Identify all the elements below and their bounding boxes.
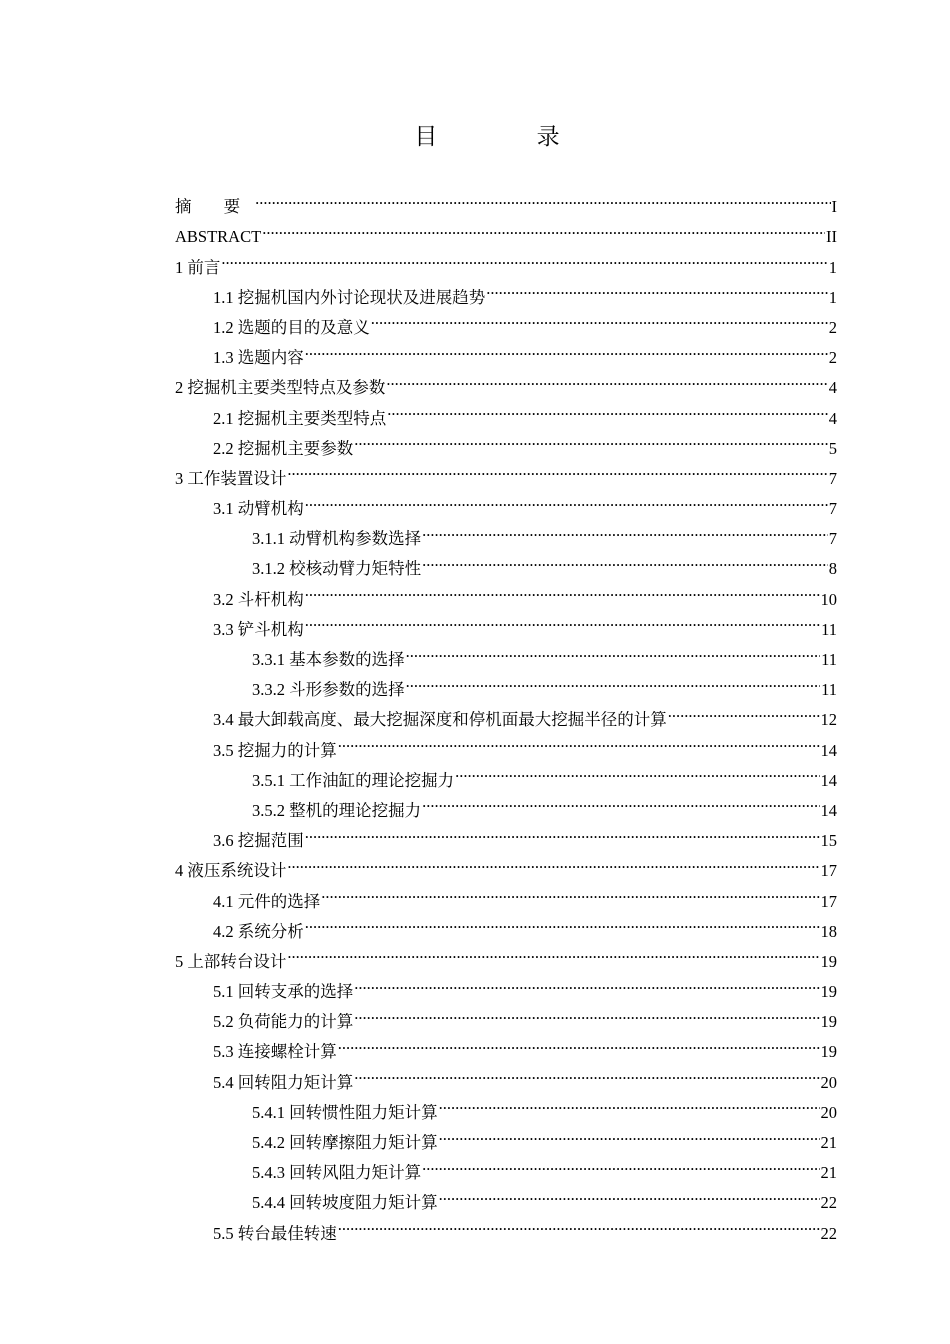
toc-dot-leader (406, 635, 820, 665)
toc-entry-label: 3.1.2 校核动臂力矩特性 (252, 559, 422, 579)
toc-entry-label: 3.6 挖掘范围 (213, 831, 304, 851)
table-of-contents (175, 182, 837, 1243)
toc-entry-label: 4.2 系统分析 (213, 921, 304, 941)
toc-entry-label: 5.2 负荷能力的计算 (213, 1012, 354, 1032)
toc-entry-label: 3.5.1 工作油缸的理论挖掘力 (252, 770, 455, 790)
page-title: 目 录 (414, 124, 606, 150)
toc-entry-page-number: I (831, 197, 837, 217)
toc-entry-page-number: 11 (821, 650, 837, 669)
toc-entry-label: 3.5 挖掘力的计算 (213, 740, 337, 760)
toc-dot-leader (422, 544, 828, 574)
toc-entry-label: ABSTRACT (175, 227, 262, 247)
toc-entry-page-number: 7 (828, 499, 837, 519)
toc-dot-leader (422, 786, 819, 816)
toc-entry-page-number: 2 (828, 348, 837, 368)
toc-dot-leader (338, 725, 820, 755)
toc-dot-leader (386, 363, 827, 393)
toc-dot-leader (668, 695, 820, 725)
toc-entry-label: 3.2 斗杆机构 (213, 589, 304, 609)
toc-entry-label: 摘 要 (175, 197, 255, 217)
toc-dot-leader (305, 574, 820, 604)
toc-entry-label: 2 挖掘机主要类型特点及参数 (175, 378, 386, 398)
toc-dot-leader (455, 756, 819, 786)
toc-entry-label: 3.3.2 斗形参数的选择 (252, 680, 405, 700)
toc-entry-page-number: 20 (820, 1072, 837, 1092)
toc-entry-page-number: 19 (820, 1042, 837, 1062)
toc-entry-page-number: 19 (820, 1012, 837, 1032)
toc-entry-page-number: 15 (820, 831, 837, 851)
toc-entry-page-number: 4 (828, 378, 837, 398)
toc-dot-leader (305, 605, 820, 635)
toc-entry-label: 5.4.1 回转惯性阻力矩计算 (252, 1102, 438, 1122)
toc-entry-page-number: 11 (821, 680, 837, 700)
toc-entry-label: 5.4 回转阻力矩计算 (213, 1072, 354, 1092)
toc-entry-page-number: 12 (820, 710, 837, 730)
toc-entry-page-number: 1 (828, 257, 837, 277)
toc-entry-label: 4 液压系统设计 (175, 861, 287, 881)
toc-dot-leader (305, 333, 828, 363)
toc-dot-leader (439, 1118, 820, 1148)
toc-entry-label: 3.4 最大卸载高度、最大挖掘深度和停机面最大挖掘半径的计算 (213, 710, 667, 730)
toc-dot-leader (338, 1027, 820, 1057)
toc-dot-leader (305, 816, 820, 846)
toc-entry-label: 3.5.2 整机的理论挖掘力 (252, 800, 422, 820)
toc-entry-page-number: 14 (820, 770, 837, 790)
toc-entry-page-number: 2 (828, 317, 837, 337)
toc-entry-label: 5.4.3 回转风阻力矩计算 (252, 1163, 422, 1183)
toc-entry-page-number: 18 (820, 921, 837, 941)
toc-entry-page-number: 5 (828, 438, 837, 458)
toc-entry-label: 4.1 元件的选择 (213, 891, 321, 911)
toc-entry-label: 3 工作装置设计 (175, 468, 287, 488)
toc-entry-page-number: 14 (820, 800, 837, 820)
toc-entry-page-number: 21 (820, 1133, 837, 1152)
toc-entry-page-number: 14 (820, 740, 837, 760)
toc-entry-page-number: 19 (820, 951, 837, 971)
toc-dot-leader (422, 514, 828, 544)
toc-entry-label: 3.1.1 动臂机构参数选择 (252, 529, 422, 549)
toc-entry-label: 5.1 回转支承的选择 (213, 982, 354, 1002)
toc-entry-page-number: 7 (828, 529, 837, 549)
toc-dot-leader (354, 1057, 819, 1087)
toc-entry-label: 1.1 挖掘机国内外讨论现状及进展趋势 (213, 287, 486, 307)
toc-entry-label: 3.1 动臂机构 (213, 499, 304, 519)
toc-dot-leader (406, 665, 820, 695)
toc-entry-label: 2.1 挖掘机主要类型特点 (213, 408, 387, 428)
toc-entry-label: 5.5 转台最佳转速 (213, 1223, 337, 1243)
toc-dot-leader (287, 846, 819, 876)
toc-entry-page-number: 17 (820, 891, 837, 911)
toc-entry[interactable] (175, 182, 837, 217)
toc-dot-leader (255, 182, 830, 212)
toc-dot-leader (354, 424, 828, 454)
toc-entry-page-number: 10 (820, 589, 837, 609)
toc-entry[interactable] (175, 212, 837, 247)
toc-entry-label: 5.3 连接螺栓计算 (213, 1042, 337, 1062)
toc-dot-leader (354, 967, 819, 997)
toc-dot-leader (439, 1088, 820, 1118)
toc-entry-page-number: II (826, 227, 837, 247)
toc-dot-leader (287, 937, 819, 967)
toc-dot-leader (439, 1178, 820, 1208)
toc-entry-page-number: 4 (828, 408, 837, 428)
toc-entry-label: 5.4.4 回转坡度阻力矩计算 (252, 1193, 438, 1213)
toc-dot-leader (221, 242, 827, 272)
toc-dot-leader (287, 454, 827, 484)
toc-entry[interactable] (175, 242, 837, 277)
toc-entry-page-number: 22 (820, 1193, 837, 1213)
toc-entry-label: 1 前言 (175, 257, 221, 277)
toc-dot-leader (338, 1208, 820, 1238)
toc-entry-label: 3.3.1 基本参数的选择 (252, 650, 405, 669)
toc-entry-page-number: 20 (820, 1102, 837, 1122)
toc-entry-page-number: 17 (820, 861, 837, 881)
toc-dot-leader (371, 303, 828, 333)
toc-entry-label: 1.3 选题内容 (213, 348, 304, 368)
toc-dot-leader (354, 997, 819, 1027)
toc-entry-label: 1.2 选题的目的及意义 (213, 317, 370, 337)
toc-entry-label: 5 上部转台设计 (175, 951, 287, 971)
toc-entry-page-number: 11 (821, 619, 837, 639)
toc-entry-page-number: 21 (820, 1163, 837, 1183)
toc-entry-page-number: 8 (828, 559, 837, 579)
toc-dot-leader (387, 393, 828, 423)
toc-entry-label: 2.2 挖掘机主要参数 (213, 438, 354, 458)
toc-dot-leader (422, 1148, 819, 1178)
toc-entry[interactable] (175, 273, 837, 307)
toc-dot-leader (305, 484, 828, 514)
toc-dot-leader (262, 212, 825, 242)
toc-entry-page-number: 1 (828, 287, 837, 307)
toc-dot-leader (321, 876, 819, 906)
toc-entry-page-number: 22 (820, 1223, 837, 1243)
toc-entry-label: 5.4.2 回转摩擦阻力矩计算 (252, 1133, 438, 1152)
toc-entry-page-number: 19 (820, 982, 837, 1002)
toc-dot-leader (486, 273, 828, 303)
toc-entry-label: 3.3 铲斗机构 (213, 619, 304, 639)
toc-dot-leader (305, 907, 820, 937)
toc-entry-page-number: 7 (828, 468, 837, 488)
